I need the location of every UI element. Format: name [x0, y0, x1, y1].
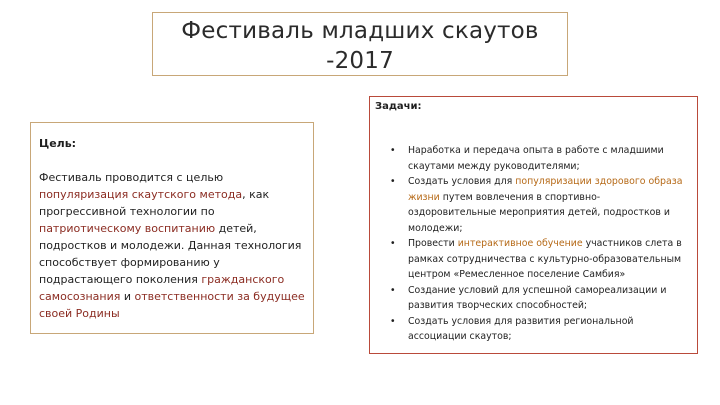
- title-box: [152, 12, 568, 76]
- list-item: [390, 236, 686, 283]
- goal-highlight-scout-method: популяризация скаутского метода: [39, 188, 243, 201]
- goal-highlight-patriotic: патриотическому воспитанию: [39, 222, 216, 235]
- tasks-list: [390, 143, 686, 345]
- goal-text-part: детей, подростков и молодежи. Данная технология способствует формированию у подрастающего поколения: [39, 222, 302, 286]
- page-title-year: -2017: [326, 48, 394, 74]
- list-item: [390, 143, 686, 174]
- bullet-icon: •: [390, 284, 396, 296]
- task-text: Создание условий для успешной самореализации и развития творческих способностей;: [408, 284, 667, 311]
- bullet-icon: •: [390, 145, 396, 156]
- list-item: [390, 314, 686, 345]
- task-text: Создать условия для развития региональной ассоциации скаутов;: [408, 315, 634, 342]
- goal-text-part: и: [120, 290, 135, 303]
- task-text: Наработка и передача опыта в работе с младшими скаутами между руководителями;: [408, 145, 664, 172]
- task-highlight-healthy-lifestyle: популяризации здорового образа жизни: [408, 176, 683, 203]
- list-item: [390, 174, 686, 236]
- tasks-heading: Задачи:: [375, 101, 422, 112]
- goal-text-part: , как прогрессивной технологии по: [39, 188, 270, 218]
- task-highlight-interactive-learning: интерактивное обучение: [457, 238, 583, 249]
- task-text: участников слета в рамках сотрудничества с культурно-образовательным центром «Ремесленное поселение Самбия»: [408, 238, 682, 280]
- page-title: Фестиваль младших скаутов: [181, 18, 539, 44]
- list-item: [390, 283, 686, 314]
- goal-text-part: Фестиваль проводится с целью: [39, 171, 224, 184]
- task-text: Провести: [408, 238, 458, 249]
- task-text: путем вовлечения в спортивно-оздоровительные мероприятия детей, подростков и молодежи;: [408, 191, 670, 234]
- bullet-icon: •: [390, 238, 396, 249]
- goal-box: [30, 122, 314, 334]
- goal-heading: Цель:: [39, 137, 77, 150]
- goal-highlight-responsibility: ответственности за будущее своей Родины: [39, 290, 305, 320]
- bullet-icon: •: [390, 315, 396, 327]
- tasks-box: [369, 96, 698, 354]
- bullet-icon: •: [390, 176, 396, 187]
- goal-text: [39, 169, 305, 322]
- task-text: Создать условия для: [408, 176, 516, 187]
- goal-highlight-civic: гражданского самосознания: [39, 273, 285, 303]
